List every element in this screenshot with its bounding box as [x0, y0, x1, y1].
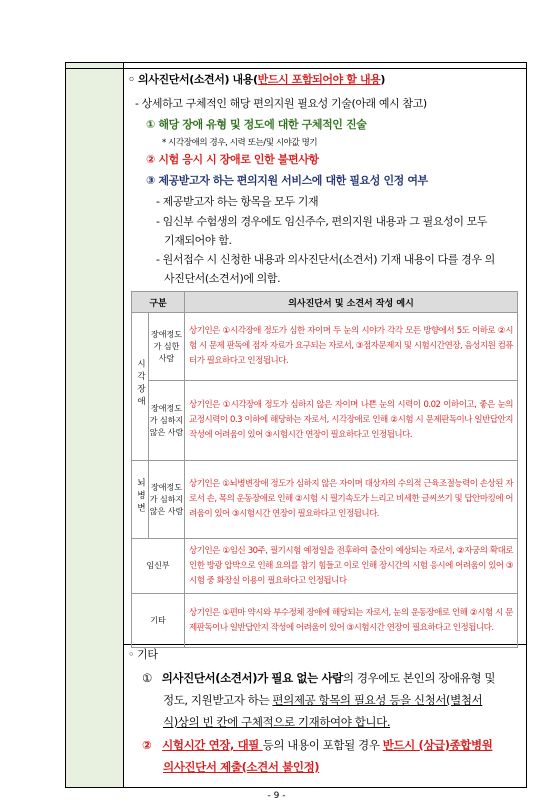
bullet-3-line-2: 사진단서(소견서)에 의함. [164, 272, 281, 285]
other-item-1-line-1: ① 의사진단서(소견서)가 필요 없는 사람의 경우에도 본인의 장애유형 및 [142, 671, 496, 685]
item-1-note: * 시각장애의 경우, 시력 또는/및 시야값 명기 [162, 138, 318, 148]
row-description: 상기인은 ①시각장애 정도가 심하지 않은 자이며 나쁜 눈의 시력이 0.02 이하이고, 좋은 눈의 교정시력이 0.3 이하에 해당하는 자로서, 시각장애로 인해 ②시험 시 문제판독이나 일반답안지 작성에 어려움이 있어 ③시험시간 연장이 필요하다고 인정됩니다. [185, 381, 518, 461]
row-description: 상기인은 ①뇌병변장애 정도가 심하지 않은 자이며 대상자의 수의적 근육조절능력이 손상된 자로서 손, 목의 운동장애로 인해 ②시험 시 필기속도가 느리고 비세한 글씨쓰기 및 답안마킹에 어려움이 있어 ③시험시간 연장이 필요하다고 인정됩니다. [185, 461, 518, 539]
other-item-2-line-1: ② 시험시간 연장, 대필 등의 내용이 포함될 경우 반드시 (상급)종합병원 [142, 738, 493, 752]
bullet-2-line-1: - 임신부 수험생의 경우에도 임신주수, 편의지원 내용과 그 필요성이 모두 [156, 215, 488, 228]
other-item-2-line-2: 의사진단서 제출(소견서 불인정) [163, 760, 320, 774]
row-subcategory: 장애정도가 심하지 않은 사람 [149, 461, 185, 539]
header-example: 의사진단서 및 소견서 작성 예시 [185, 292, 518, 313]
header-category: 구분 [132, 292, 185, 313]
section-heading: ◦ 의사진단서(소견서) 내용(반드시 포함되어야 할 내용) [128, 73, 386, 86]
other-item-1-line-2: 정도, 지원받고자 하는 편의제공 항목의 필요성 등을 신청서(별첨서 [163, 693, 483, 707]
row-subcategory: 임신부 [132, 539, 185, 594]
row-description: 상기인은 ①편마 약시와 부수정체 장애에 해당되는 자로서, 눈의 운동장애로 인해 ②시험 시 문제판독이나 일반답안지 작성에 어려움이 있어 ③시험시간 연장이 필요하다고 인정됩니다. [185, 594, 518, 648]
heading-emphasis: 반드시 포함되어야 할 내용 [257, 73, 381, 86]
category-physical: 뇌병변 [132, 461, 149, 539]
item-2: ② 시험 응시 시 장애로 인한 불편사항 [146, 153, 319, 166]
row-subcategory: 기타 [132, 594, 185, 648]
bullet-1: - 제공받고자 하는 항목을 모두 기재 [156, 195, 319, 208]
row-subcategory: 장애정도가 심하지 않은 사람 [149, 381, 185, 461]
row-description: 상기인은 ①시각장애 정도가 심한 자이며 두 눈의 시야가 각각 모든 방향에서 5도 이하로 ②시험 시 문제 판독에 점자 자료가 요구되는 자로서, ③점자문제지 및 시험시간연장, 음성지원 컴퓨터가 필요하다고 인정됩니다. [185, 313, 518, 381]
bullet-3-line-1: - 원서접수 시 신청한 내용과 의사진단서(소견서) 기재 내용이 다를 경우 의 [156, 253, 495, 266]
table-row [132, 313, 518, 381]
example-table [131, 291, 518, 648]
bullet-2-line-2: 기재되어야 함. [164, 234, 232, 247]
row-description: 상기인은 ①임신 30주, 필기시험 예정일을 전후하여 출산이 예상되는 자로서, ②자궁의 확대로 인한 방광 압박으로 인해 요의를 참기 힘들고 이로 인해 장시간의 시험 응시에 어려움이 있어 ③시험 중 화장실 이용이 필요하다고 인정됩니다 [185, 539, 518, 594]
row-subcategory: 장애정도가 심한 사람 [149, 313, 185, 381]
table-row [132, 461, 518, 539]
table-row [132, 381, 518, 461]
page-number: - 9 - [267, 791, 286, 801]
table-header-row [132, 292, 518, 313]
top-divider [65, 68, 527, 69]
table-row [132, 539, 518, 594]
category-visual: 시각장애 [132, 313, 149, 461]
item-3: ③ 제공받고자 하는 편의지원 서비스에 대한 필요성 인정 여부 [146, 174, 428, 187]
other-heading: ◦ 기타 [128, 648, 158, 661]
other-item-1-line-3: 식)상의 빈 칸에 구체적으로 기재하여야 합니다. [163, 715, 391, 729]
item-1: ① 해당 장애 유형 및 정도에 대한 구체적인 진술 [146, 118, 367, 131]
table-row [132, 594, 518, 648]
intro-text: - 상세하고 구체적인 해당 편의지원 필요성 기술(아래 예시 참고) [135, 97, 427, 110]
